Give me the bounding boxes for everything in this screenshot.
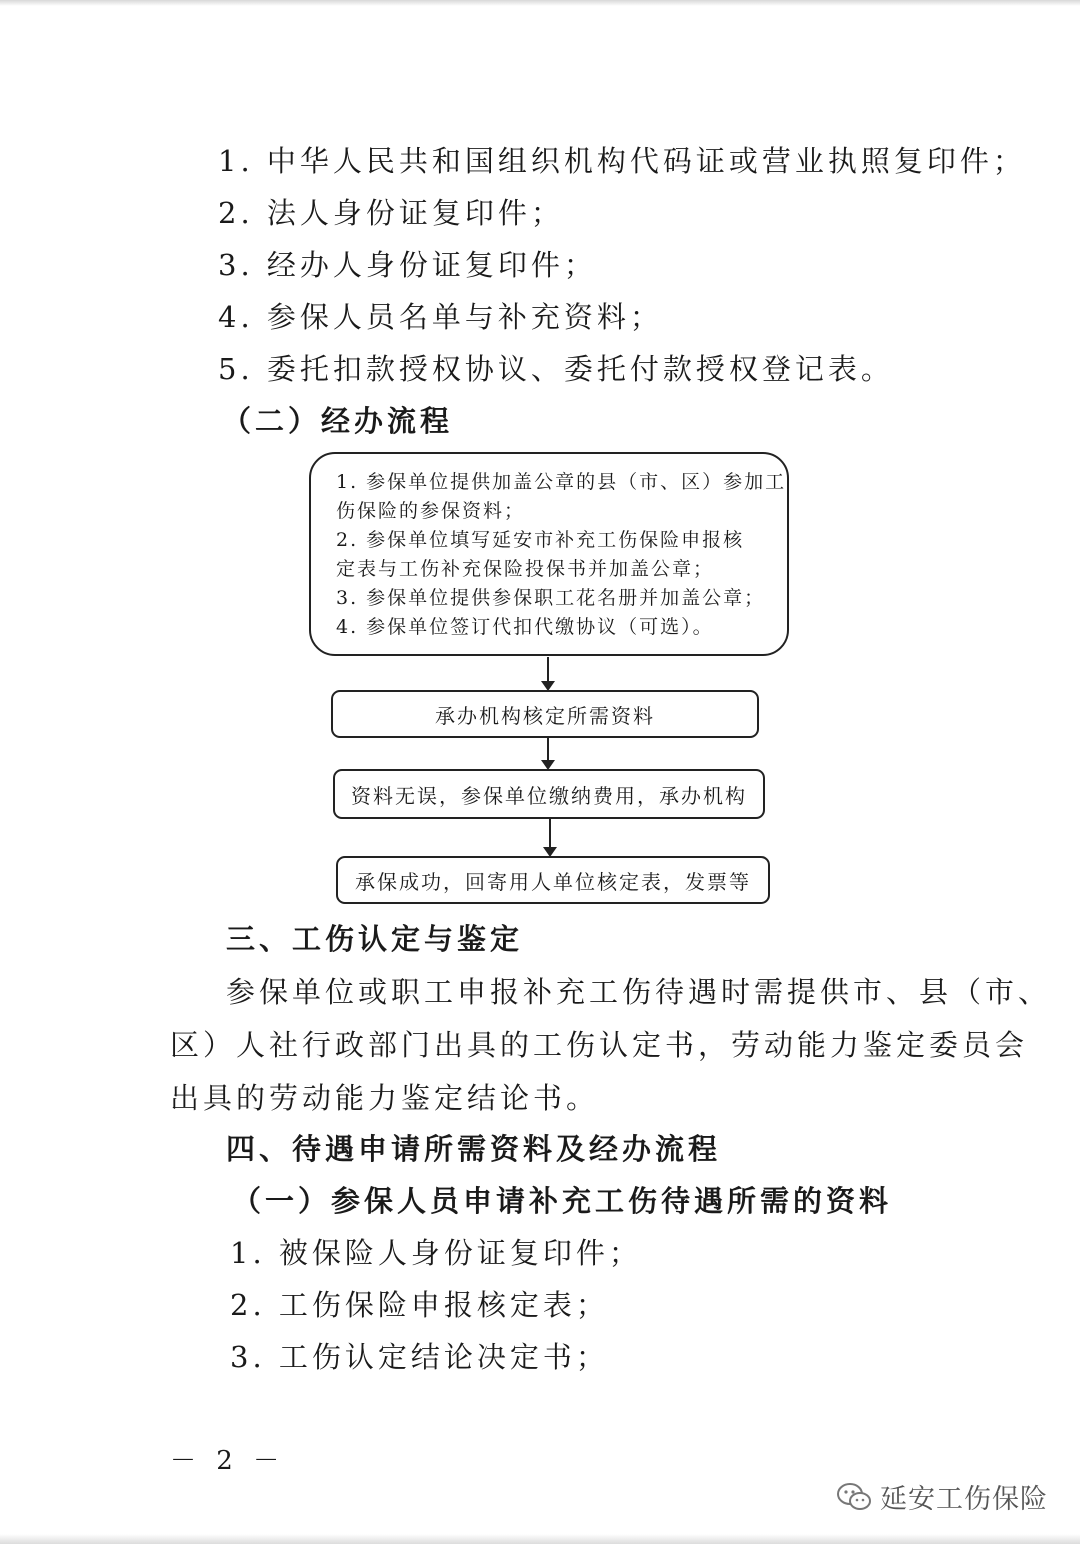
section-heading: 三、工伤认定与鉴定 — [226, 922, 524, 956]
flow-arrow — [549, 819, 551, 855]
list-item: 5. 委托扣款授权协议、委托付款授权登记表。 — [218, 352, 894, 386]
watermark-text: 延安工伤保险 — [880, 1484, 1048, 1515]
flow-step-box — [336, 856, 770, 904]
list-item: 4. 参保人员名单与补充资料； — [218, 300, 663, 334]
list-item: 2. 工伤保险申报核定表； — [230, 1288, 609, 1322]
flow-step-box — [331, 690, 759, 738]
watermark — [836, 1477, 1048, 1516]
list-item: 3. 经办人身份证复印件； — [218, 248, 597, 282]
list-item: 2. 法人身份证复印件； — [218, 196, 564, 230]
flow-arrow — [547, 738, 549, 768]
page-top-edge — [0, 0, 1080, 6]
paragraph-line: 出具的劳动能力鉴定结论书。 — [170, 1081, 600, 1115]
flow-step-box — [333, 769, 765, 819]
flow-step-text: 承办机构核定所需资料 — [435, 703, 655, 728]
wechat-icon — [836, 1482, 872, 1512]
flow-step-text: 资料无误，参保单位缴纳费用，承办机构 — [351, 783, 747, 808]
paragraph-line: 参保单位或职工申报补充工伤待遇时需提供市、县（市、 — [226, 975, 1052, 1009]
list-item: 1. 被保险人身份证复印件； — [230, 1236, 642, 1270]
page-bottom-edge — [0, 1534, 1080, 1544]
flow-step-text: 1. 参保单位提供加盖公章的县（市、区）参加工 — [336, 471, 787, 493]
flow-arrow — [547, 657, 549, 689]
flow-step-text: 4. 参保单位签订代扣代缴协议（可选）。 — [336, 616, 714, 638]
page-number: － 2 － — [170, 1446, 286, 1476]
flow-step-text: 2. 参保单位填写延安市补充工伤保险申报核 — [336, 529, 745, 551]
flow-step-text: 定表与工伤补充保险投保书并加盖公章； — [336, 558, 715, 580]
sub-heading: （一）参保人员申请补充工伤待遇所需的资料 — [232, 1184, 893, 1218]
flow-step-text: 承保成功，回寄用人单位核定表，发票等 — [355, 869, 751, 894]
flow-step-text: 3. 参保单位提供参保职工花名册并加盖公章； — [336, 587, 766, 609]
list-item: 1. 中华人民共和国组织机构代码证或营业执照复印件； — [218, 144, 1026, 178]
section-heading: 四、待遇申请所需资料及经办流程 — [226, 1132, 722, 1166]
paragraph-line: 区）人社行政部门出具的工伤认定书，劳动能力鉴定委员会 — [170, 1028, 1029, 1062]
section-heading: （二）经办流程 — [222, 404, 454, 438]
list-item: 3. 工伤认定结论决定书； — [230, 1340, 609, 1374]
flow-step-text: 伤保险的参保资料； — [336, 500, 526, 522]
